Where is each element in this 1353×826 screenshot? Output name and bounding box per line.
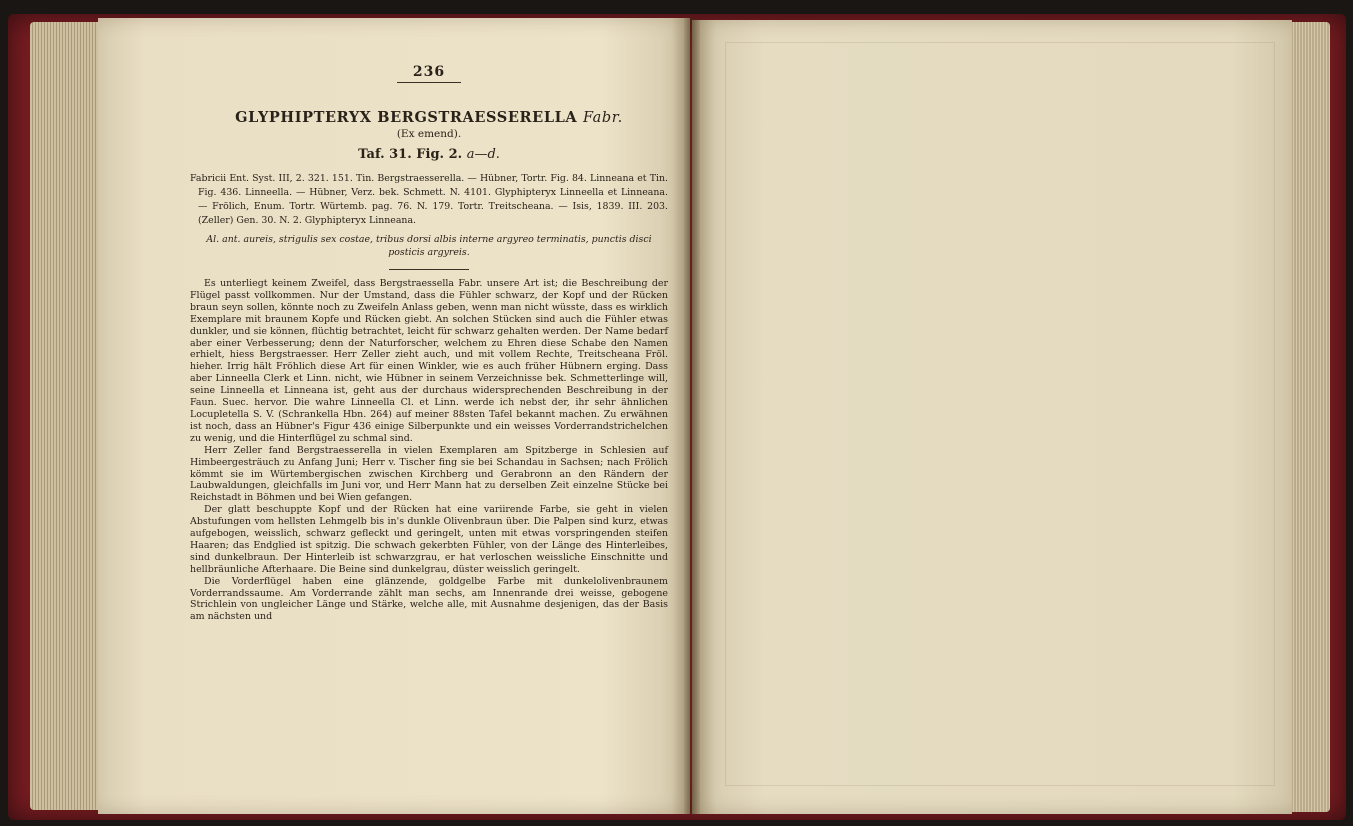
body-paragraph-4: Die Vorderflügel haben eine glänzende, goldgelbe Farbe mit dunkelolivenbraunem Vorderrandssaume. Am Vorderrande zählt man sechs, am Innenrande drei weisse, gebogene Strichlein von ungleicher Länge und Stärke, welche alle, mit Ausnahme desjenigen, das der Basis am nächsten und (190, 575, 668, 623)
plate-reference (190, 147, 668, 162)
body-paragraph-1: Es unterliegt keinem Zweifel, dass Bergstraessella Fabr. unsere Art ist; die Beschreibung der Flügel passt vollkommen. Nur der Umstand, dass die Fühler schwarz, der Kopf und der Rücken braun seyn sollen, könnte noch zu Zweifeln Anlass geben, wenn man nicht wüsste, dass es wirklich Exemplare mit braunem Kopfe und Rücken giebt. An solchen Stücken sind auch die Fühler etwas dunkler, und sie können, flüchtig betrachtet, leicht für schwarz gehalten werden. Der Name bedarf aber einer Verbesserung; denn der Naturforscher, welchem zu Ehren diese Schabe den Namen erhielt, hiess Bergstraesser. Herr Zeller zieht auch, und mit vollem Rechte, Treitscheana Fröl. hieher. Irrig hält Fröhlich diese Art für einen Winkler, wie es auch früher Hübnern erging. Dass aber Linneella Clerk et Linn. nicht, wie Hübner in seinem Verzeichnisse bek. Schmetterlinge will, seine Linneella et Linneana ist, geht aus der durchaus widersprechenden Beschreibung in der Faun. Suec. hervor. Die wahre Linneella Cl. et Linn. werde ich nebst der, ihr sehr ähnlichen Locupletella S. V. (Schrankella Hbn. 264) auf meiner 88sten Tafel bekannt machen. Zu erwähnen ist noch, dass an Hübner's Figur 436 einige Silberpunkte und ein weisses Vorderrandstrichelchen zu wenig, und die Hinterflügel zu schmal sind. (190, 278, 668, 444)
species-title (190, 109, 668, 126)
show-through-plate-outline (725, 42, 1275, 786)
species-subtitle: (Ex emend). (396, 128, 462, 140)
page-number: 236 (412, 64, 446, 80)
page-number-rule (397, 82, 461, 83)
synonymy-references: Fabricii Ent. Syst. III, 2. 321. 151. Tin. Bergstraesserella. — Hübner, Tortr. Fig. 84. Linneana et Tin. Fig. 436. Linneella. — Hübner, Verz. bek. Schmett. N. 4101. Glyphipteryx Linneella et Linneana. — Frölich, Enum. Tortr. Würtemb. pag. 76. N. 179. Tortr. Treitscheana. — Isis, 1839. III. 203. (Zeller) Gen. 30. N. 2. Glyphipteryx Linneana. (190, 173, 668, 226)
species-name: GLYPHIPTERYX BERGSTRAESSERELLA (235, 109, 578, 126)
left-page-text (190, 64, 668, 623)
plate-number: Taf. 31. Fig. 2. (358, 147, 463, 162)
body-paragraph-2: Herr Zeller fand Bergstraesserella in vielen Exemplaren am Spitzberge in Schlesien auf Himbeergesträuch zu Anfang Juni; Herr v. Tischer fing sie bei Schandau in Sachsen; nach Frölich kömmt sie im Würtembergischen zwischen Kirchberg und Gerabronn an den Rändern der Laubwaldungen, gleichfalls im Juni vor, und Herr Mann hat zu derselben Zeit einzelne Stücke bei Reichstadt in Böhmen und bei Wien gefangen. (190, 444, 668, 504)
latin-diagnosis: Al. ant. aureis, strigulis sex costae, tribus dorsi albis interne argyreo terminatis, punctis disci posticis argyreis. (206, 234, 652, 258)
plate-figures: a—d. (466, 147, 500, 162)
book-gutter (684, 18, 700, 814)
section-separator (389, 269, 469, 270)
species-author: Fabr. (582, 110, 623, 126)
body-paragraph-3: Der glatt beschuppte Kopf und der Rücken hat eine variirende Farbe, sie geht in vielen Abstufungen vom hellsten Lehmgelb bis in's dunkle Olivenbraun über. Die Palpen sind kurz, etwas aufgebogen, weisslich, schwarz gefleckt und geringelt, unten mit etwas vorspringenden steifen Haaren; das Endglied ist spitzig. Die schwach gekerbten Fühler, von der Länge des Hinterleibes, sind dunkelbraun. Der Hinterleib ist schwarzgrau, er hat verloschen weissliche Einschnitte und hellbräunliche Afterhaare. Die Beine sind dunkelgrau, düster weisslich geringelt. (190, 504, 668, 575)
